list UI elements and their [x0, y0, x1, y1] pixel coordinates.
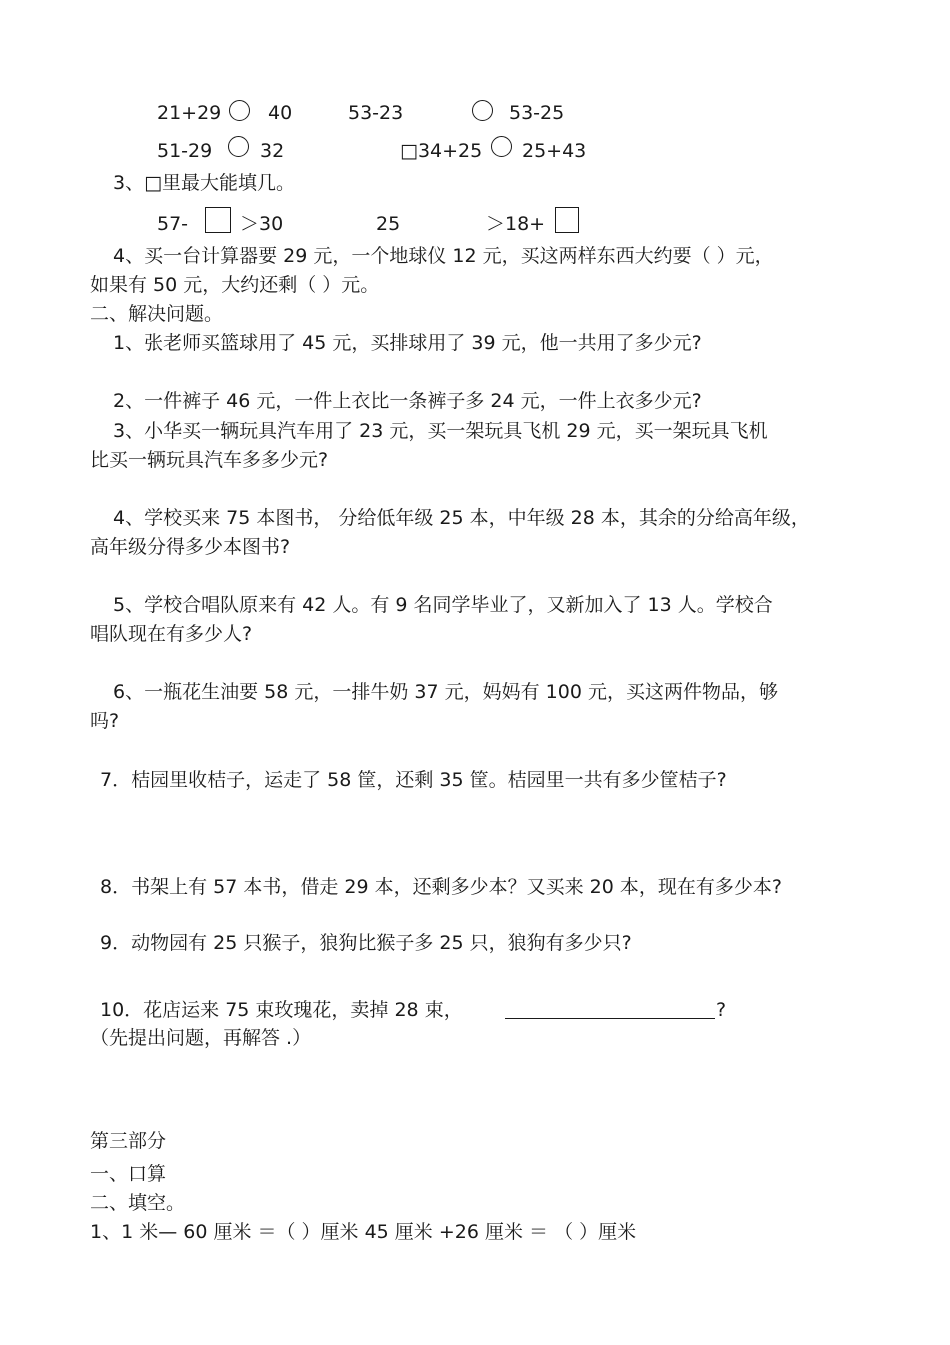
compare-r1a-right: 40 [268, 102, 293, 124]
q3-b-left: 25 [376, 213, 401, 235]
answer-circle[interactable] [229, 100, 250, 121]
compare-r2b-right: 25+43 [522, 140, 587, 162]
problem-1: 1、张老师买篮球用了 45 元，买排球用了 39 元，他一共用了多少元? [113, 332, 702, 354]
compare-r2a-right: 32 [260, 140, 285, 162]
problem-6-line1: 6、一瓶花生油要 58 元，一排牛奶 37 元，妈妈有 100 元，买这两件物品，够 [113, 681, 778, 703]
q3-title: 3、□里最大能填几。 [113, 172, 296, 194]
part3-title: 第三部分 [90, 1130, 167, 1152]
answer-box[interactable] [555, 207, 579, 233]
answer-circle[interactable] [228, 136, 249, 157]
compare-r1b-right: 53-25 [509, 102, 565, 124]
problem-2: 2、一件裤子 46 元，一件上衣比一条裤子多 24 元，一件上衣多少元? [113, 390, 702, 412]
problem-10-question-mark: ? [716, 999, 727, 1021]
problem-5-line2: 唱队现在有多少人? [90, 623, 253, 645]
answer-circle[interactable] [491, 136, 512, 157]
problem-10-line1: 10．花店运来 75 束玫瑰花，卖掉 28 束， [100, 999, 463, 1021]
part3-fill1: 1、1 米— 60 厘米 ＝（ ）厘米 45 厘米 +26 厘米 ＝ （ ）厘米 [90, 1221, 637, 1243]
compare-r2a-left: 51-29 [157, 140, 213, 162]
answer-box[interactable] [205, 207, 231, 233]
q4-line1: 4、买一台计算器要 29 元，一个地球仪 12 元，买这两样东西大约要（ ）元， [113, 245, 774, 267]
problem-6-line2: 吗? [90, 710, 120, 732]
q3-b-right: ＞18+ [486, 213, 546, 235]
problem-10-blank[interactable] [505, 1018, 715, 1019]
problem-3-line1: 3、小华买一辆玩具汽车用了 23 元，买一架玩具飞机 29 元，买一架玩具飞机 [113, 420, 768, 442]
compare-r1b-left: 53-23 [348, 102, 404, 124]
problem-3-line2: 比买一辆玩具汽车多多少元? [90, 449, 329, 471]
problem-4-line1: 4、学校买来 75 本图书， 分给低年级 25 本，中年级 28 本，其余的分给高年级， [113, 507, 810, 529]
q4-line2: 如果有 50 元，大约还剩（ ）元。 [90, 274, 380, 296]
problem-9: 9．动物园有 25 只猴子，狼狗比猴子多 25 只，狼狗有多少只? [100, 932, 632, 954]
part3-section1: 一、口算 [90, 1163, 167, 1185]
problem-8: 8．书架上有 57 本书，借走 29 本，还剩多少本？又买来 20 本，现在有多少本? [100, 876, 782, 898]
part3-section2: 二、填空。 [90, 1192, 186, 1214]
q3-a-right: ＞30 [240, 213, 284, 235]
section2-title: 二、解决问题。 [90, 303, 224, 325]
q3-a-left: 57- [157, 213, 189, 235]
problem-4-line2: 高年级分得多少本图书? [90, 536, 291, 558]
compare-r2b-left: □34+25 [400, 140, 483, 162]
problem-5-line1: 5、学校合唱队原来有 42 人。有 9 名同学毕业了，又新加入了 13 人。学校合 [113, 594, 773, 616]
problem-10-line2: （先提出问题，再解答 .） [90, 1027, 312, 1049]
problem-7: 7．桔园里收桔子，运走了 58 筐，还剩 35 筐。桔园里一共有多少筐桔子? [100, 769, 727, 791]
answer-circle[interactable] [472, 100, 493, 121]
compare-r1a-left: 21+29 [157, 102, 222, 124]
